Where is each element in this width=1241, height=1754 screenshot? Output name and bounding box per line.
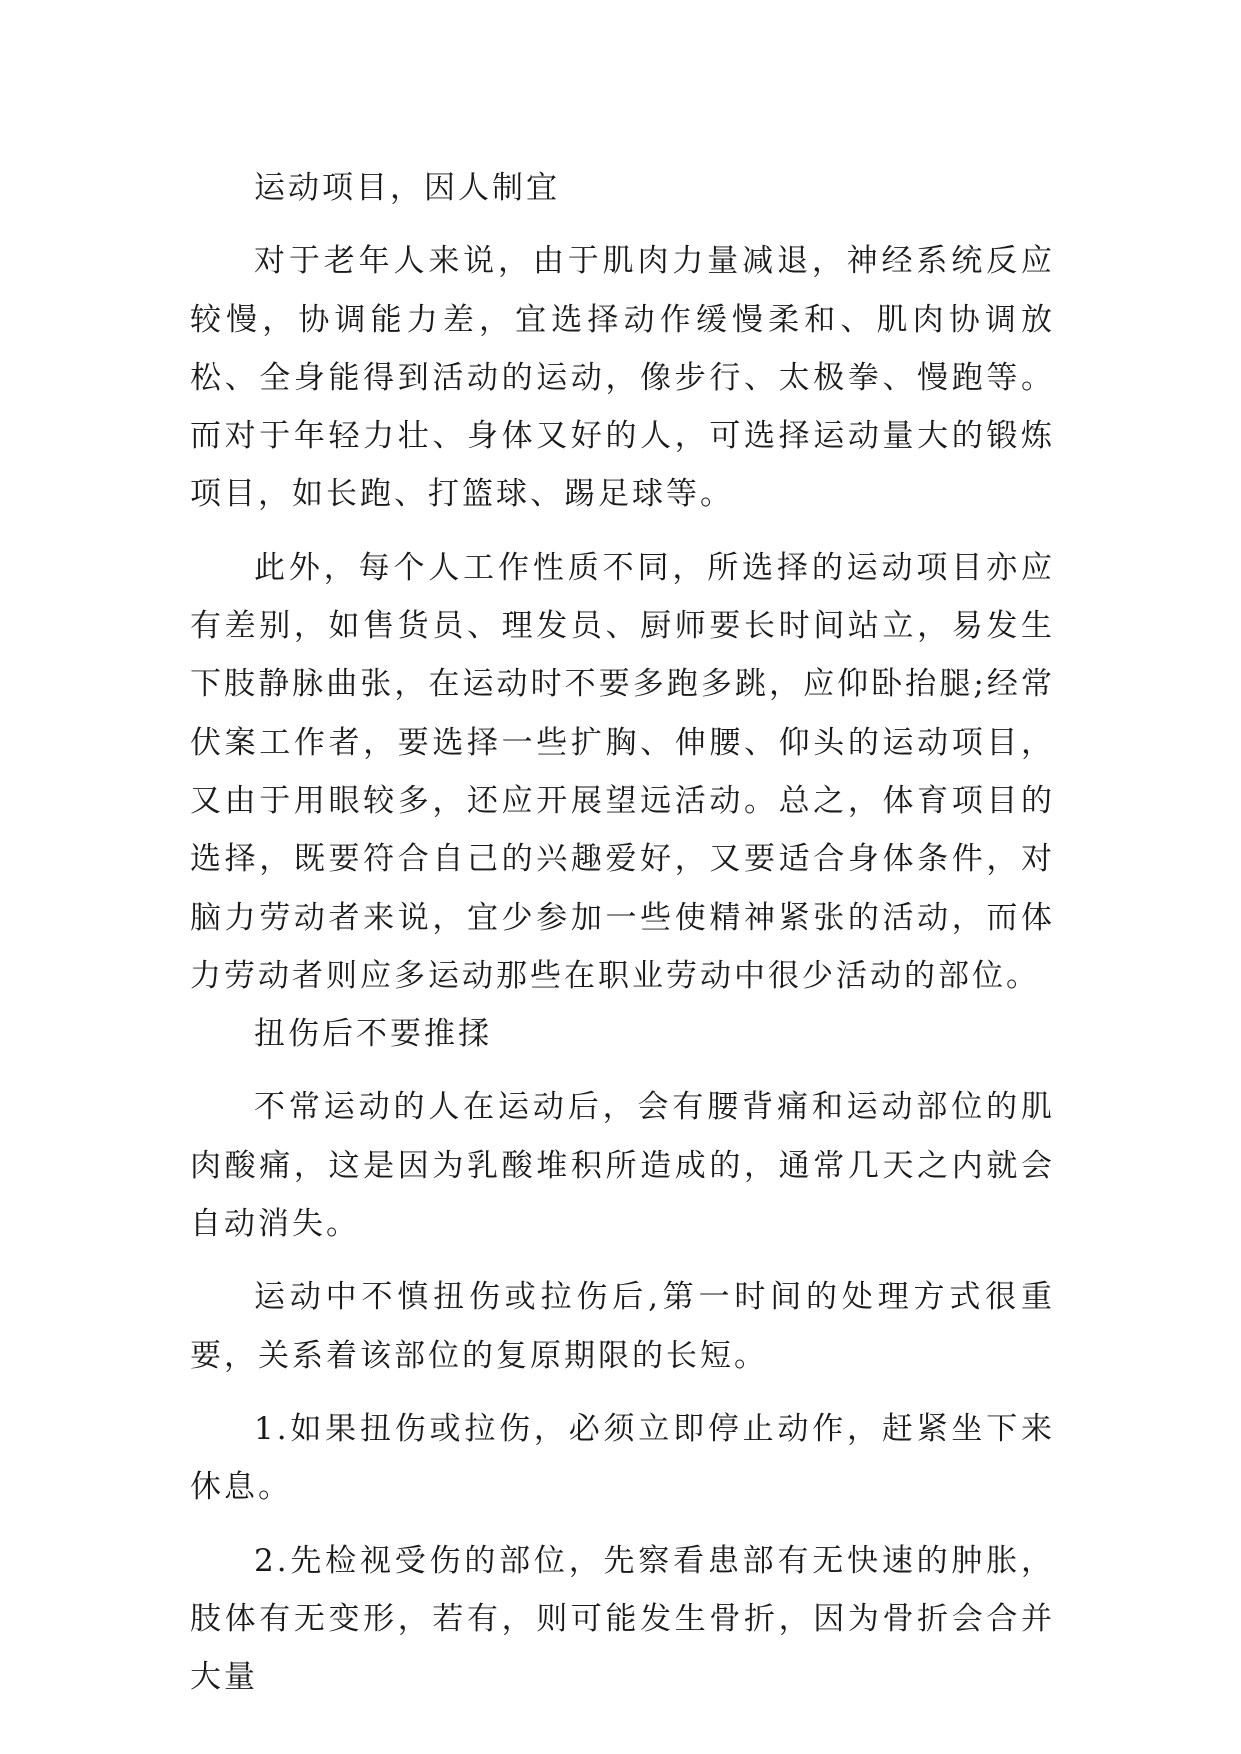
paragraph: 不常运动的人在运动后，会有腰背痛和运动部位的肌肉酸痛，这是因为乳酸堆积所造成的，通常几天之内就会自动消失。 xyxy=(190,1089,1055,1243)
section-heading: 运动项目，因人制宜 xyxy=(254,170,560,206)
paragraph: 运动中不慎扭伤或拉伤后,第一时间的处理方式很重要，关系着该部位的复原期限的长短。 xyxy=(190,1279,1055,1374)
list-item: 2.先检视受伤的部位，先察看患部有无快速的肿胀，肢体有无变形，若有，则可能发生骨折，因为骨折会合并大量 xyxy=(190,1542,1055,1696)
document-body xyxy=(190,159,1055,1706)
paragraph: 对于老年人来说，由于肌肉力量减退，神经系统反应较慢，协调能力差，宜选择动作缓慢柔和、肌肉协调放松、全身能得到活动的运动，像步行、太极拳、慢跑等。而对于年轻力壮、身体又好的人，可选择运动量大的锻炼项目，如长跑、打篮球、踢足球等。 xyxy=(190,243,1055,513)
list-item: 1.如果扭伤或拉伤，必须立即停止动作，赶紧坐下来休息。 xyxy=(190,1410,1055,1506)
paragraph: 此外，每个人工作性质不同，所选择的运动项目亦应有差别，如售货员、理发员、厨师要长时间站立，易发生下肢静脉曲张，在运动时不要多跑多跳，应仰卧抬腿;经常伏案工作者，要选择一些扩胸、伸腰、仰头的运动项目，又由于用眼较多，还应开展望远活动。总之，体育项目的选择，既要符合自己的兴趣爱好，又要适合身体条件，对脑力劳动者来说，宜少参加一些使精神紧张的活动，而体力劳动者则应多运动那些在职业劳动中很少活动的部位。 xyxy=(190,549,1055,994)
section-heading: 扭伤后不要推揉 xyxy=(254,1016,492,1053)
